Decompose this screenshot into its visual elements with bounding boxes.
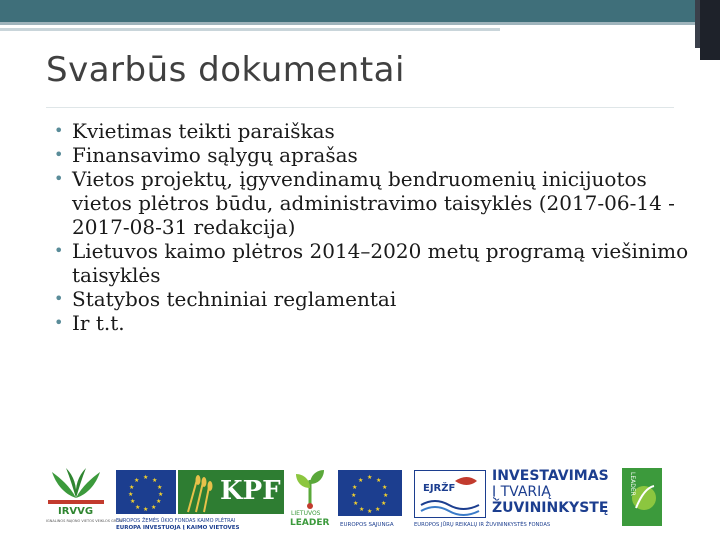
top-decor-stripe	[0, 22, 695, 25]
sprout-icon	[288, 466, 332, 510]
bullet-icon: •	[54, 145, 64, 164]
list-item-text: Vietos projektų, įgyvendinamų bendruomenių inicijuotos vietos plėtros būdu, administravimo taisyklės (2017-06-14 - 2017-08-31 redakcija)	[72, 167, 675, 239]
fisheries-line1: INVESTAVIMAS	[492, 468, 609, 484]
title-divider	[46, 107, 674, 108]
bullet-icon: •	[54, 169, 64, 188]
sponsor-logo-strip	[40, 466, 680, 534]
bullet-icon: •	[54, 121, 64, 140]
list-item-text: Statybos techniniai reglamentai	[72, 287, 397, 311]
list-item-text: Ir t.t.	[72, 311, 125, 335]
list-item-text: Lietuvos kaimo plėtros 2014–2020 metų programą viešinimo taisyklės	[72, 239, 689, 287]
fish-wave-icon	[415, 471, 485, 517]
kpf-text: KPF	[220, 476, 281, 506]
list-item	[54, 167, 694, 239]
ejrzf-caption: EUROPOS JŪRŲ REIKALŲ IR ŽUVININKYSTĖS FONDAS	[414, 522, 551, 528]
fisheries-line3: ŽUVININKYSTĘ	[492, 500, 609, 516]
list-item	[54, 119, 694, 143]
leader-badge	[622, 468, 662, 526]
bullet-list	[54, 119, 694, 335]
bullet-icon: •	[54, 313, 64, 332]
ejrzf-frame	[414, 470, 486, 518]
list-item	[54, 287, 694, 311]
irvvg-logo	[40, 466, 124, 532]
list-item	[54, 311, 694, 335]
fisheries-line2: Į TVARIĄ	[492, 484, 551, 500]
bullet-icon: •	[54, 241, 64, 260]
top-corner-block-dark	[700, 0, 720, 60]
ejrzf-name: EJRŽF	[423, 483, 456, 494]
list-item-text: Finansavimo sąlygų aprašas	[72, 143, 358, 167]
irvvg-leaf-icon	[40, 466, 112, 506]
eu-flag-icon: ★ ★ ★ ★ ★ ★ ★ ★ ★ ★ ★ ★	[116, 470, 176, 514]
top-decor-stripe-light	[0, 28, 500, 31]
eu-caption: EUROPOS SĄJUNGA	[340, 522, 394, 528]
bullet-icon: •	[54, 289, 64, 308]
irvvg-name: IRVVG	[58, 506, 94, 517]
list-item	[54, 143, 694, 167]
kpf-logo	[178, 470, 284, 514]
lietuvos-leader-logo	[288, 466, 332, 532]
eu-logo	[334, 466, 406, 532]
eafrd-bottom-caption: EUROPA INVESTUOJA Į KAIMO VIETOVES	[116, 525, 240, 531]
leader-name: LEADER	[629, 472, 636, 496]
irvvg-subtitle: IGNALINOS RAJONO VIETOS VEIKLOS GRUPĖ	[46, 519, 124, 523]
leader-leaf-icon	[622, 468, 662, 526]
wheat-icon	[180, 470, 220, 514]
list-item-text: Kvietimas teikti paraiškas	[72, 119, 335, 143]
leader-lt-line1: LIETUVOS	[291, 510, 321, 517]
eafrd-top-caption: EUROPOS ŽEMĖS ŪKIO FONDAS KAIMO PLĖTRAI	[116, 518, 236, 524]
leader-logo	[620, 466, 666, 532]
list-item	[54, 239, 694, 287]
slide-title: Svarbūs dokumentai	[46, 50, 405, 90]
leader-lt-line2: LEADER	[290, 518, 330, 528]
eafrd-banner	[114, 466, 286, 532]
eu-flag-icon: ★ ★ ★ ★ ★ ★ ★ ★ ★ ★ ★ ★	[338, 470, 402, 516]
top-decor-band	[0, 0, 720, 22]
